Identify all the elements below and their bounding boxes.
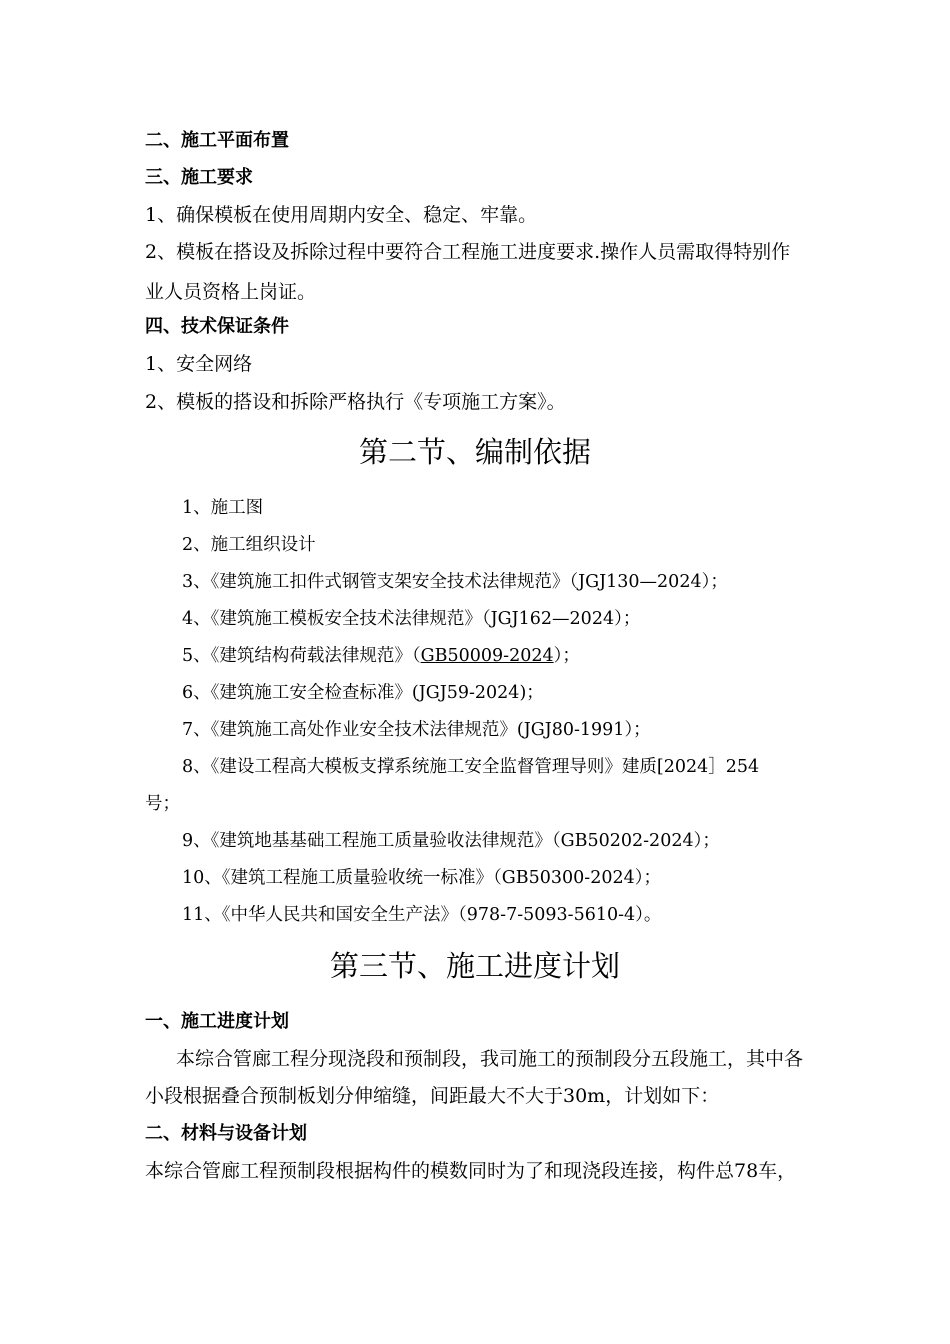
- section-title: 第二节、编制依据: [358, 435, 591, 469]
- standard-code: GB50009-2024: [420, 646, 554, 666]
- heading-requirements: 三、施工要求: [145, 167, 253, 188]
- paragraph: 1、确保模板在使用周期内安全、稳定、牢靠。: [145, 204, 538, 226]
- list-item: 8、《建设工程高大模板支撑系统施工安全监督管理导则》建质[2024］254: [182, 757, 760, 777]
- list-item: 10、《建筑工程施工质量验收统一标准》（GB50300-2024）；: [182, 868, 661, 888]
- list-item-text: 5、《建筑结构荷载法律规范》（: [182, 646, 421, 666]
- paragraph: 本综合管廊工程预制段根据构件的模数同时为了和现浇段连接，构件总78车，: [145, 1160, 797, 1182]
- list-item: 6、《建筑施工安全检查标准》(JGJ59-2024)；: [182, 683, 544, 703]
- paragraph: 本综合管廊工程分现浇段和预制段，我司施工的预制段分五段施工，其中各: [176, 1048, 804, 1070]
- list-item-text: ）；: [553, 646, 580, 666]
- paragraph: 小段根据叠合预制板划分伸缩缝，间距最大不大于30m，计划如下：: [145, 1085, 720, 1107]
- heading-materials: 二、材料与设备计划: [145, 1123, 307, 1144]
- list-item-continuation: 号；: [145, 794, 180, 814]
- paragraph: 2、模板的搭设和拆除严格执行《专项施工方案》。: [145, 391, 566, 413]
- heading-schedule: 一、施工进度计划: [145, 1011, 289, 1032]
- list-item: 2、施工组织设计: [182, 535, 316, 555]
- list-item: 1、施工图: [182, 498, 264, 518]
- list-item: 4、《建筑施工模板安全技术法律规范》（JGJ162—2024）；: [182, 609, 641, 629]
- heading-site-layout: 二、施工平面布置: [145, 130, 289, 151]
- list-item: 11、《中华人民共和国安全生产法》（978-7-5093-5610-4）。: [182, 905, 662, 925]
- heading-tech-conditions: 四、技术保证条件: [145, 316, 289, 337]
- list-item: 3、《建筑施工扣件式钢管支架安全技术法律规范》（JGJ130—2024）；: [182, 572, 728, 592]
- paragraph: 业人员资格上岗证。: [145, 281, 317, 303]
- section-title: 第三节、施工进度计划: [329, 949, 620, 983]
- paragraph: 2、模板在搭设及拆除过程中要符合工程施工进度要求.操作人员需取得特别作: [145, 241, 791, 263]
- paragraph: 1、安全网络: [145, 353, 253, 375]
- list-item: [182, 644, 810, 668]
- list-item: 7、《建筑施工高处作业安全技术法律规范》(JGJ80-1991）；: [182, 720, 651, 740]
- list-item: 9、《建筑地基基础工程施工质量验收法律规范》（GB50202-2024）；: [182, 831, 720, 851]
